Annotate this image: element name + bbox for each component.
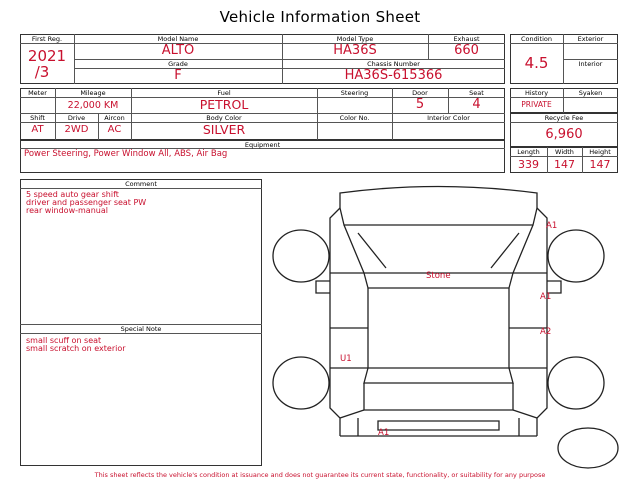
mileage-value: 22,000 KM — [67, 100, 119, 111]
label-first-reg: First Reg. — [31, 35, 63, 43]
comment-line-3: rear window-manual — [26, 206, 108, 215]
label-exhaust: Exhaust — [453, 35, 480, 43]
label-equipment: Equipment — [244, 141, 281, 149]
label-syaken: Syaken — [578, 89, 603, 97]
label-shift: Shift — [30, 114, 45, 122]
first-reg-month: /3 — [34, 63, 50, 81]
label-length: Length — [517, 148, 540, 156]
car-damage-diagram — [268, 178, 640, 470]
seat-value: 4 — [472, 97, 481, 112]
label-chassis-number: Chassis Number — [367, 60, 420, 68]
right-front-wheel — [548, 230, 604, 282]
exhaust-value: 660 — [454, 43, 479, 58]
body-color-value: SILVER — [202, 122, 246, 137]
label-body-color: Body Color — [206, 114, 242, 122]
width-value: 147 — [554, 158, 575, 171]
page-title: Vehicle Information Sheet — [219, 8, 421, 26]
aircon-value: AC — [107, 124, 122, 135]
label-seat: Seat — [469, 89, 484, 97]
damage-mark-right-front-door: A1 — [540, 292, 552, 302]
special-note-line-1: small scuff on seat — [26, 336, 102, 345]
history-value: PRIVATE — [521, 100, 552, 109]
shift-value: AT — [31, 124, 44, 135]
label-interior-color: Interior Color — [427, 114, 470, 122]
recycle-fee-value: 6,960 — [545, 127, 583, 142]
label-height: Height — [589, 148, 611, 156]
label-meter: Meter — [28, 89, 47, 97]
special-note-line-2: small scratch on exterior — [26, 344, 126, 353]
label-recycle-fee: Recycle Fee — [544, 114, 584, 122]
comment-line-2: driver and passenger seat PW — [26, 198, 147, 207]
disclaimer-footer: This sheet reflects the vehicle's condition at issuance and does not guarantee its current state, functionality, or suitability for any purpose — [94, 471, 546, 479]
label-width: Width — [555, 148, 574, 156]
comment-box — [20, 179, 262, 466]
length-value: 339 — [518, 158, 539, 171]
label-mileage: Mileage — [80, 89, 106, 97]
label-steering: Steering — [340, 89, 369, 97]
label-model-name: Model Name — [157, 35, 199, 43]
damage-mark-rear: A1 — [378, 428, 390, 438]
label-drive: Drive — [67, 114, 86, 122]
chassis-number-value: HA36S-615366 — [344, 68, 443, 83]
height-value: 147 — [589, 158, 611, 171]
grade-value: F — [174, 68, 182, 83]
left-rear-wheel — [273, 357, 329, 409]
first-reg-year: 2021 — [27, 47, 67, 65]
equipment-value: Power Steering, Power Window All, ABS, Air Bag — [24, 149, 228, 159]
model-name-value: ALTO — [161, 43, 195, 58]
label-color-no: Color No. — [339, 114, 370, 122]
fuel-value: PETROL — [199, 97, 249, 112]
comment-line-1: 5 speed auto gear shift — [26, 190, 119, 199]
label-fuel: Fuel — [217, 89, 231, 97]
door-value: 5 — [415, 97, 425, 112]
right-rear-wheel — [548, 357, 604, 409]
label-grade: Grade — [168, 60, 188, 68]
label-aircon: Aircon — [104, 114, 125, 122]
label-special-note: Special Note — [120, 325, 162, 333]
damage-mark-right-rear-door: A2 — [540, 327, 552, 337]
label-history: History — [524, 89, 549, 97]
label-model-type: Model Type — [336, 35, 374, 43]
drive-value: 2WD — [64, 124, 89, 135]
left-front-wheel — [273, 230, 329, 282]
condition-value: 4.5 — [524, 54, 549, 72]
model-type-value: HA36S — [333, 43, 377, 58]
damage-mark-stone: Stone — [426, 271, 451, 281]
label-door: Door — [412, 89, 428, 97]
label-exterior: Exterior — [577, 35, 604, 43]
spare-wheel — [558, 428, 618, 468]
label-interior: Interior — [578, 60, 603, 68]
label-condition: Condition — [520, 35, 553, 43]
damage-mark-left-rear: U1 — [340, 354, 352, 364]
damage-mark-front-right: A1 — [546, 221, 558, 231]
label-comment: Comment — [125, 180, 157, 188]
